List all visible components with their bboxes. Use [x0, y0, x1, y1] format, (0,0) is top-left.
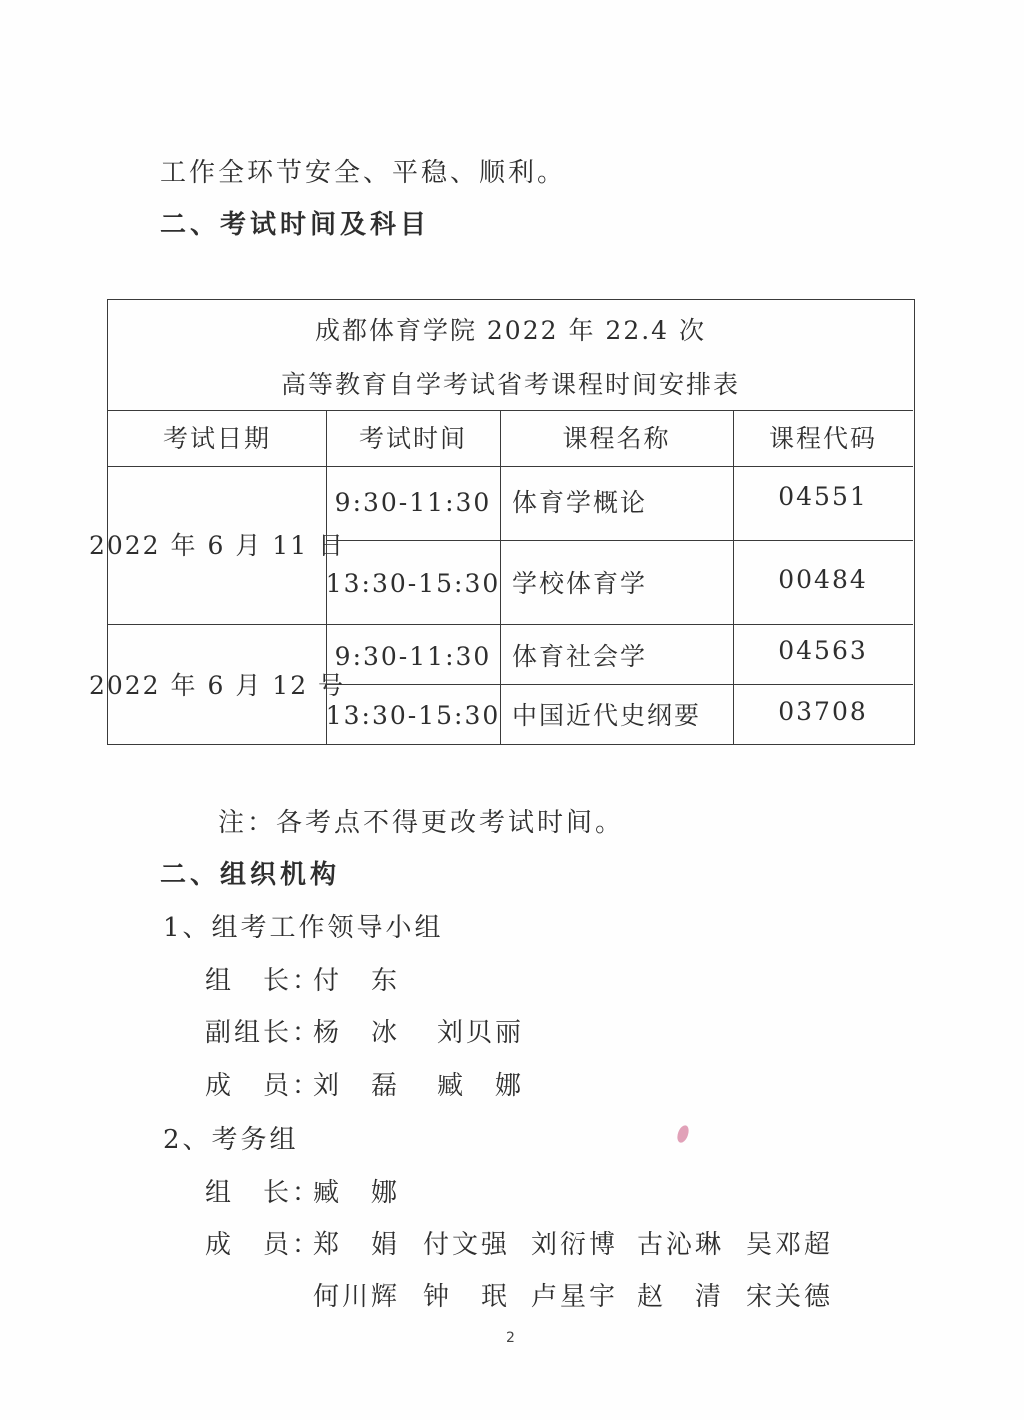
- member-name: 杨 冰: [313, 1018, 401, 1048]
- member-name: 吴邓超: [746, 1230, 834, 1260]
- member-name: 臧 娜: [437, 1071, 525, 1101]
- header-course-code: 课程代码: [768, 423, 877, 453]
- table-title-line-2: 高等教育自学考试省考课程时间安排表: [280, 369, 740, 399]
- session-time: 9:30-11:30: [334, 641, 492, 671]
- table-rule: [108, 410, 913, 411]
- role-label: 组 长：: [205, 1178, 322, 1208]
- session-time: 13:30-15:30: [325, 700, 501, 730]
- member-name: 付 东: [313, 966, 401, 996]
- exam-schedule-table: [88, 299, 915, 745]
- table-rule: [500, 410, 501, 744]
- table-title-line-1: 成都体育学院 2022 年 22.4 次: [314, 315, 707, 345]
- member-name: 赵 清: [637, 1282, 725, 1312]
- course-code: 04563: [778, 635, 868, 665]
- course-code: 00484: [778, 564, 868, 594]
- course-name: 体育社会学: [512, 641, 648, 671]
- member-name: 臧 娜: [313, 1178, 401, 1208]
- intro-line: 工作全环节安全、平稳、顺利。: [160, 158, 567, 188]
- table-rule: [326, 410, 327, 744]
- course-name: 学校体育学: [512, 568, 648, 598]
- course-code: 03708: [778, 696, 868, 726]
- ink-smudge: [675, 1124, 691, 1144]
- schedule-note: 注：各考点不得更改考试时间。: [218, 808, 625, 838]
- section-heading-exam-schedule: 二、考试时间及科目: [160, 210, 431, 240]
- member-name: 钟 珉: [423, 1282, 511, 1312]
- role-label: 成 员：: [205, 1071, 322, 1101]
- member-name: 古沁琳: [637, 1230, 725, 1260]
- member-name: 刘 磊: [313, 1071, 401, 1101]
- member-name: 何川辉: [313, 1282, 401, 1312]
- section-heading-organization: 二、组织机构: [160, 860, 341, 890]
- session-time: 13:30-15:30: [325, 568, 501, 598]
- group-title-exam-affairs: 2、考务组: [163, 1125, 299, 1155]
- session-time: 9:30-11:30: [334, 487, 492, 517]
- member-name: 付文强: [423, 1230, 511, 1260]
- course-code: 04551: [778, 481, 868, 511]
- table-rule: [108, 466, 913, 467]
- exam-date-day-1: 2022 年 6 月 11 日: [88, 530, 346, 560]
- table-rule: [733, 410, 734, 744]
- table-rule: [108, 624, 913, 625]
- member-name: 郑 娟: [313, 1230, 401, 1260]
- page-number: 2: [506, 1330, 515, 1346]
- exam-date-day-2: 2022 年 6 月 12 号: [88, 670, 346, 700]
- member-name: 宋关德: [746, 1282, 834, 1312]
- member-name: 刘衍博: [531, 1230, 619, 1260]
- header-exam-date: 考试日期: [162, 423, 271, 453]
- group-title-leadership: 1、组考工作领导小组: [163, 913, 444, 943]
- table-rule: [326, 684, 913, 685]
- course-name: 中国近代史纲要: [512, 700, 702, 730]
- course-name: 体育学概论: [512, 487, 648, 517]
- header-exam-time: 考试时间: [358, 423, 467, 453]
- member-name: 卢星宇: [531, 1282, 619, 1312]
- role-label: 成 员：: [205, 1230, 322, 1260]
- role-label: 副组长：: [205, 1018, 322, 1048]
- member-name: 刘贝丽: [437, 1018, 525, 1048]
- role-label: 组 长：: [205, 966, 322, 996]
- header-course-name: 课程名称: [562, 423, 671, 453]
- table-rule: [326, 540, 913, 541]
